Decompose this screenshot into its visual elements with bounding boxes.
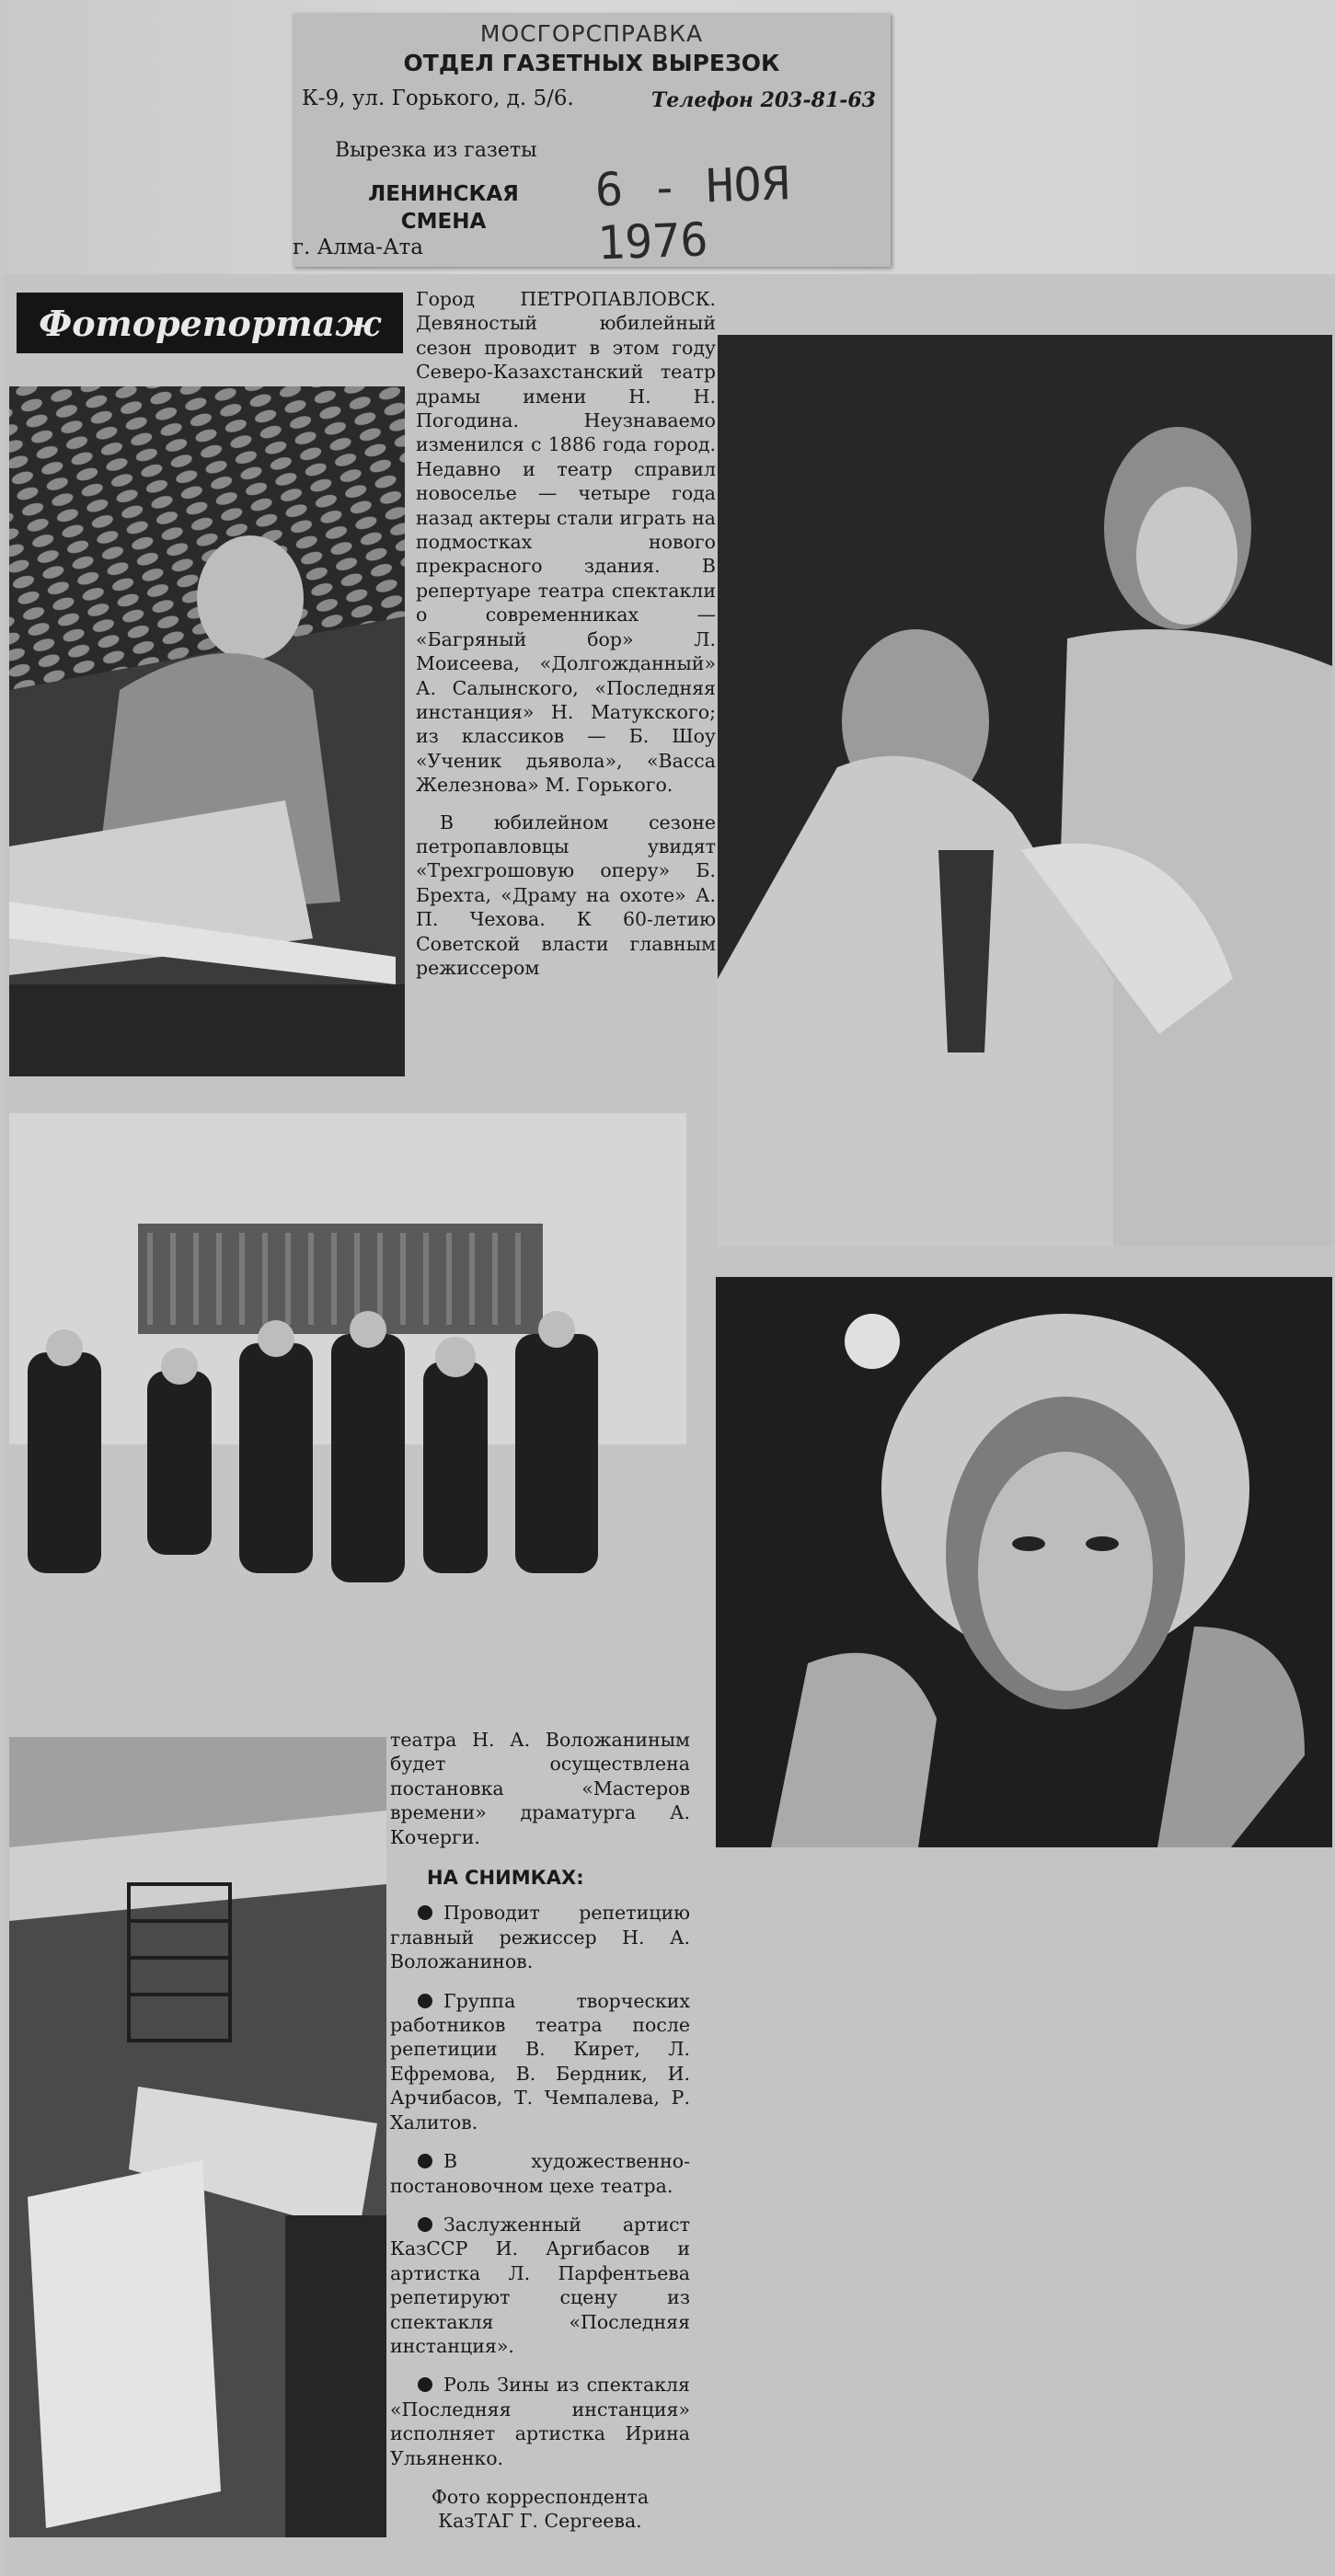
stamp-newspaper-name [324, 180, 563, 236]
photo-director-image [9, 386, 405, 1076]
article-paragraph-3: театра Н. А. Воложаниным будет осуществлена постановка «Мастеров времени» драматурга А. Кочерги. [390, 1729, 690, 1848]
photo-credit-line2: КазТАГ Г. Сергеева. [438, 2510, 642, 2533]
photo-workshop-image [9, 1737, 386, 2537]
bullet-icon [418, 2377, 432, 2392]
photo-actress-image [716, 1277, 1332, 1847]
bullet-icon [418, 2217, 432, 2232]
caption-item [390, 2149, 690, 2198]
article-paragraph-2: В юбилейном сезоне петропавловцы увидят «Трехгрошовую оперу» Б. Брехта, «Драму на охоте» А. П. Чехова. К 60-летию Советской власти главным режиссером [416, 811, 716, 979]
caption-text: Группа творческих работников театра после репетиции В. Кирет, Л. Ефремова, В. Бердник, И. Арчибасов, Т. Чемпалева, Р. Халитов. [390, 1989, 690, 2133]
caption-item [390, 1901, 690, 1973]
photo-group-image [9, 1113, 686, 1665]
article-column-1 [416, 287, 716, 1023]
photo-credit-line1: Фото корреспондента [431, 2485, 650, 2508]
stamp-city: г. Алма-Ата [293, 236, 423, 259]
stamp-phone: Телефон 203-81-63 [650, 88, 876, 112]
photo-workshop [9, 1737, 386, 2537]
stamp-date: 6 - НОЯ 1976 [594, 156, 790, 270]
photo-credit [390, 2485, 690, 2534]
caption-text: Заслуженный артист КазССР И. Аргибасов и артистка Л. Парфентьева репетируют сцену из спектакля «Последняя инстанция». [390, 2213, 690, 2357]
caption-item [390, 1989, 690, 2134]
caption-item [390, 2373, 690, 2470]
bullet-icon [418, 1994, 432, 2008]
caption-text: Роль Зины из спектакля «Последняя инстанция» исполняет артистка Ирина Ульяненко. [390, 2374, 690, 2469]
caption-item [390, 2213, 690, 2358]
stamp-address: К-9, ул. Горького, д. 5/6. [302, 86, 574, 110]
bullet-icon [418, 1905, 432, 1920]
stamp-paper-line1: ЛЕНИНСКАЯ [368, 182, 519, 206]
photo-actors-scene [718, 335, 1332, 1246]
photo-actress-zina [716, 1277, 1332, 1847]
article-column-2 [390, 1728, 690, 2574]
rubric-heading: Фоторепортаж [17, 293, 403, 353]
stamp-paper-line2: СМЕНА [400, 210, 487, 234]
stamp-clip-label: Вырезка из газеты [335, 139, 537, 162]
caption-text: Проводит репетицию главный режиссер Н. А. Воложанинов. [390, 1902, 690, 1973]
stamp-department: ОТДЕЛ ГАЗЕТНЫХ ВЫРЕЗОК [403, 50, 780, 76]
photo-director-rehearsal [9, 386, 405, 1076]
captions-heading: НА СНИМКАХ: [427, 1867, 584, 1890]
photo-actors-image [718, 335, 1332, 1246]
clipping-service-stamp [293, 13, 891, 270]
photo-group-outside-theatre [9, 1113, 686, 1665]
caption-text: В художественно-постановочном цехе театра. [390, 2150, 690, 2197]
article-paragraph-1: Город ПЕТРОПАВЛОВСК. Девяностый юбилейный сезон проводит в этом году Северо-Казахстанский театр драмы имени Н. Н. Погодина. Неузнаваемо изменился с 1886 года город. Недавно и театр справил новоселье — четыре года назад актеры стали играть на подмостках нового прекрасного здания. В репертуаре театра спектакли о современниках — «Багряный бор» Л. Моисеева, «Долгожданный» А. Салынского, «Последняя инстанция» Н. Матукского; из классиков — Б. Шоу «Ученик дьявола», «Васса Железнова» М. Горького. [416, 288, 716, 797]
stamp-agency: МОСГОРСПРАВКА [479, 20, 704, 47]
bullet-icon [418, 2154, 432, 2168]
